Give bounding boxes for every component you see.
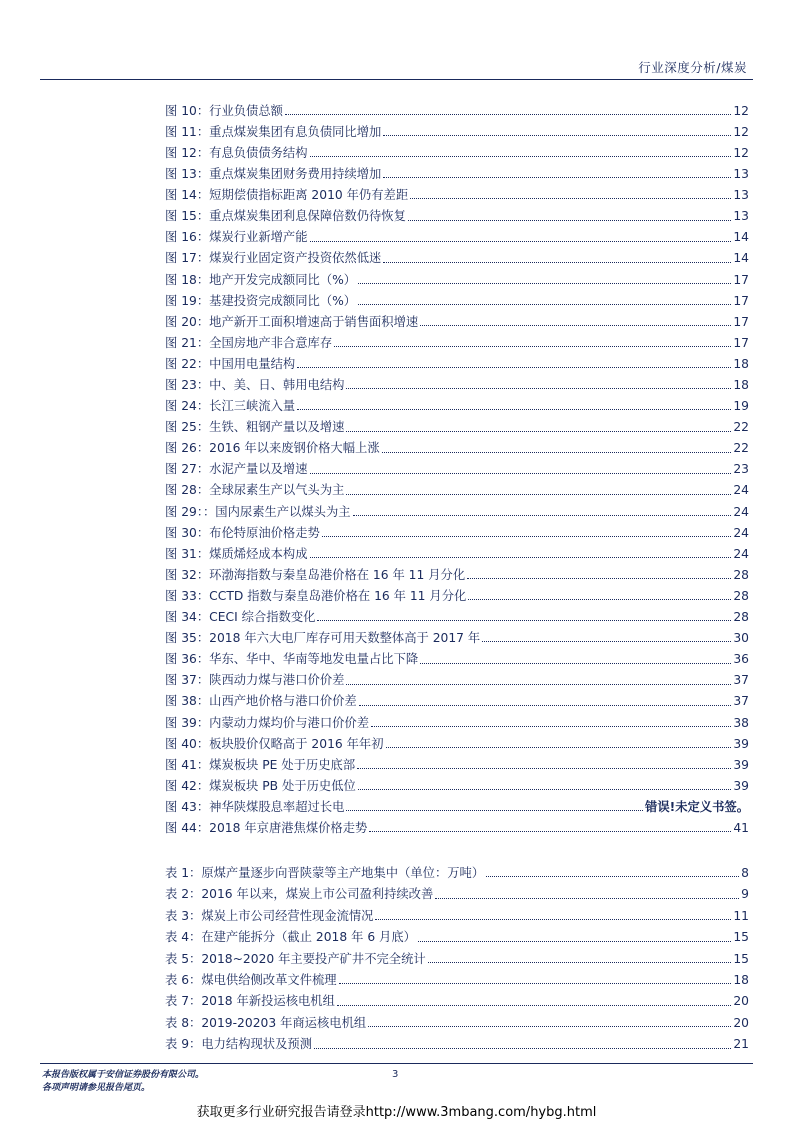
footer-divider <box>40 1063 753 1064</box>
disclaimer-notice: 各项声明请参见报告尾页。 <box>42 1083 151 1093</box>
toc-entry-label: 表 6：煤电供给侧改革文件梳理 <box>165 973 337 988</box>
table-toc-entry[interactable] <box>165 858 749 879</box>
toc-entry-label: 图 28：全球尿素生产以气头为主 <box>165 483 345 498</box>
toc-entry-page: 21 <box>733 1037 749 1052</box>
figure-toc-entry[interactable] <box>165 560 749 581</box>
toc-entry-page: 15 <box>733 951 749 966</box>
toc-entry-page: 28 <box>733 588 749 603</box>
toc-entry-label: 图 43：神华陕煤股息率超过长电 <box>165 799 345 814</box>
toc-dot-leader <box>322 536 732 537</box>
toc-entry-page: 22 <box>733 420 749 435</box>
table-toc-entry[interactable] <box>165 1029 749 1050</box>
toc-dot-leader <box>297 367 731 368</box>
toc-entry-label: 图 32：环渤海指数与秦皇岛港价格在 16 年 11 月分化 <box>165 567 466 582</box>
toc-entry-page: 8 <box>741 866 749 881</box>
toc-entry-page: 13 <box>733 167 749 182</box>
figure-toc-entry[interactable] <box>165 666 749 687</box>
page-number: 3 <box>392 1069 399 1080</box>
toc-dot-leader <box>418 941 731 942</box>
toc-dot-leader <box>382 452 732 453</box>
toc-entry-label: 表 1：原煤产量逐步向晋陕蒙等主产地集中（单位：万吨） <box>165 866 485 881</box>
toc-entry-page: 18 <box>733 973 749 988</box>
toc-dot-leader <box>337 1005 731 1006</box>
toc-entry-label: 表 3：煤炭上市公司经营性现金流情况 <box>165 908 374 923</box>
toc-dot-leader <box>353 515 732 516</box>
table-toc-entry[interactable] <box>165 879 749 900</box>
toc-entry-page: 22 <box>733 441 749 456</box>
table-toc-entry[interactable] <box>165 901 749 922</box>
toc-entry-page: 11 <box>733 908 749 923</box>
table-toc-entry[interactable] <box>165 944 749 965</box>
figure-toc-entry[interactable] <box>165 476 749 497</box>
toc-dot-leader <box>310 156 732 157</box>
toc-dot-leader <box>346 494 731 495</box>
toc-entry-page: 20 <box>733 994 749 1009</box>
toc-entry-label: 图 20：地产新开工面积增速高于销售面积增速 <box>165 314 419 329</box>
toc-dot-leader <box>346 684 731 685</box>
table-toc-entry[interactable] <box>165 922 749 943</box>
toc-entry-label: 图 17：煤炭行业固定资产投资依然低迷 <box>165 251 382 266</box>
toc-entry-label: 图 40：板块股价仅略高于 2016 年年初 <box>165 736 384 751</box>
toc-entry-page: 14 <box>733 230 749 245</box>
toc-dot-leader <box>310 241 732 242</box>
figure-toc-entry[interactable] <box>165 771 749 792</box>
toc-entry-page: 20 <box>733 1015 749 1030</box>
toc-entry-label: 图 39：内蒙动力煤均价与港口价价差 <box>165 715 370 730</box>
figure-toc-entry[interactable] <box>165 286 749 307</box>
toc-entry-page: 37 <box>733 694 749 709</box>
toc-entry-page: 28 <box>733 610 749 625</box>
toc-dot-leader <box>410 198 731 199</box>
toc-entry-label: 图 35：2018 年六大电厂库存可用天数整体高于 2017 年 <box>165 631 481 646</box>
table-toc-entry[interactable] <box>165 1008 749 1029</box>
figure-toc-entry[interactable] <box>165 307 749 328</box>
toc-entry-page: 30 <box>733 631 749 646</box>
toc-entry-page: 19 <box>733 399 749 414</box>
toc-entry-page: 39 <box>733 757 749 772</box>
toc-dot-leader <box>314 1048 731 1049</box>
figure-toc-entry[interactable] <box>165 328 749 349</box>
toc-entry-page: 17 <box>733 314 749 329</box>
toc-entry-page: 23 <box>733 462 749 477</box>
toc-entry-label: 图 24：长江三峡流入量 <box>165 399 296 414</box>
toc-dot-leader <box>310 557 732 558</box>
figure-toc-entry[interactable] <box>165 729 749 750</box>
toc-dot-leader <box>383 135 731 136</box>
toc-entry-label: 图 25：生铁、粗钢产量以及增速 <box>165 420 345 435</box>
toc-entry-label: 表 4：在建产能拆分（截止 2018 年 6 月底） <box>165 930 416 945</box>
figure-toc-entry[interactable] <box>165 455 749 476</box>
toc-entry-label: 图 16：煤炭行业新增产能 <box>165 230 308 245</box>
toc-entry-page: 39 <box>733 736 749 751</box>
toc-dot-leader <box>420 325 731 326</box>
toc-entry-label: 图 26：2016 年以来废钢价格大幅上涨 <box>165 441 380 456</box>
toc-dot-leader <box>346 810 643 811</box>
toc-dot-leader <box>285 114 731 115</box>
toc-dot-leader <box>420 663 731 664</box>
toc-entry-label: 表 7：2018 年新投运核电机组 <box>165 994 335 1009</box>
toc-dot-leader <box>467 578 731 579</box>
copyright-notice: 本报告版权属于安信证券股份有限公司。 <box>42 1070 205 1080</box>
toc-entry-label: 图 22：中国用电量结构 <box>165 356 296 371</box>
figure-toc-entry[interactable] <box>165 708 749 729</box>
toc-entry-label: 表 8：2019-20203 年商运核电机组 <box>165 1015 367 1030</box>
toc-entry-label: 图 15：重点煤炭集团利息保障倍数仍待恢复 <box>165 209 406 224</box>
toc-entry-label: 图 38：山西产地价格与港口价价差 <box>165 694 357 709</box>
toc-entry-page: 9 <box>741 887 749 902</box>
toc-entry-label: 图 36：华东、华中、华南等地发电量占比下降 <box>165 652 419 667</box>
figure-toc-entry[interactable] <box>165 412 749 433</box>
table-toc-entry[interactable] <box>165 965 749 986</box>
toc-entry-label: 图 42：煤炭板块 PB 处于历史低位 <box>165 778 356 793</box>
toc-dot-leader <box>468 599 731 600</box>
toc-entry-page: 39 <box>733 778 749 793</box>
figure-toc-entry[interactable] <box>165 813 749 834</box>
figure-toc-entry[interactable] <box>165 518 749 539</box>
figure-toc-entry[interactable] <box>165 201 749 222</box>
figure-toc-entry[interactable] <box>165 370 749 391</box>
toc-entry-page: 17 <box>733 335 749 350</box>
figure-toc-entry[interactable] <box>165 602 749 623</box>
toc-entry-page: 13 <box>733 188 749 203</box>
toc-entry-page: 37 <box>733 673 749 688</box>
figure-toc-entry[interactable] <box>165 180 749 201</box>
toc-entry-page: 17 <box>733 272 749 287</box>
promo-link-text[interactable]: 获取更多行业研究报告请登录http://www.3mbang.com/hybg.html <box>196 1105 597 1120</box>
toc-entry-page: 14 <box>733 251 749 266</box>
toc-dot-leader <box>371 726 731 727</box>
toc-dot-leader <box>358 283 731 284</box>
toc-entry-page: 12 <box>733 145 749 160</box>
figure-toc-entry[interactable] <box>165 117 749 138</box>
header-divider <box>40 79 753 80</box>
toc-entry-page: 24 <box>733 504 749 519</box>
figure-toc-entry[interactable] <box>165 391 749 412</box>
figure-toc-entry[interactable] <box>165 223 749 244</box>
toc-dot-leader <box>317 620 731 621</box>
figure-list <box>165 96 749 834</box>
toc-entry-label: 图 31：煤质烯烃成本构成 <box>165 546 308 561</box>
toc-dot-leader <box>408 220 731 221</box>
toc-entry-bookmark-error: 错误!未定义书签。 <box>645 799 749 814</box>
toc-entry-page: 28 <box>733 567 749 582</box>
toc-dot-leader <box>339 983 732 984</box>
toc-entry-page: 24 <box>733 525 749 540</box>
toc-dot-leader <box>482 641 731 642</box>
figure-toc-entry[interactable] <box>165 244 749 265</box>
toc-entry-page: 17 <box>733 293 749 308</box>
toc-entry-label: 图 34：CECI 综合指数变化 <box>165 610 316 625</box>
toc-entry-label: 表 9：电力结构现状及预测 <box>165 1037 312 1052</box>
figure-toc-entry[interactable] <box>165 497 749 518</box>
figure-toc-entry[interactable] <box>165 687 749 708</box>
figure-toc-entry[interactable] <box>165 623 749 644</box>
toc-dot-leader <box>358 789 732 790</box>
figure-toc-entry[interactable] <box>165 644 749 665</box>
toc-entry-label: 表 5：2018~2020 年主要投产矿井不完全统计 <box>165 951 426 966</box>
figure-toc-entry[interactable] <box>165 792 749 813</box>
toc-dot-leader <box>486 876 739 877</box>
toc-dot-leader <box>383 177 731 178</box>
toc-entry-page: 36 <box>733 652 749 667</box>
toc-dot-leader <box>435 898 739 899</box>
toc-entry-label: 图 14：短期偿债指标距离 2010 年仍有差距 <box>165 188 409 203</box>
toc-entry-label: 图 21：全国房地产非合意库存 <box>165 335 333 350</box>
figure-toc-entry[interactable] <box>165 581 749 602</box>
toc-dot-leader <box>383 262 731 263</box>
toc-dot-leader <box>386 747 732 748</box>
toc-dot-leader <box>359 705 732 706</box>
toc-entry-label: 图 12：有息负债债务结构 <box>165 145 308 160</box>
toc-dot-leader <box>428 962 732 963</box>
toc-dot-leader <box>297 409 731 410</box>
toc-entry-page: 18 <box>733 378 749 393</box>
figure-toc-entry[interactable] <box>165 750 749 771</box>
toc-dot-leader <box>368 1026 731 1027</box>
toc-dot-leader <box>369 831 731 832</box>
toc-entry-label: 图 18：地产开发完成额同比（%） <box>165 272 357 287</box>
report-category-header: 行业深度分析/煤炭 <box>638 60 747 75</box>
toc-entry-page: 15 <box>733 930 749 945</box>
figure-toc-entry[interactable] <box>165 138 749 159</box>
figure-toc-entry[interactable] <box>165 539 749 560</box>
toc-entry-page: 18 <box>733 356 749 371</box>
toc-entry-label: 图 13：重点煤炭集团财务费用持续增加 <box>165 167 382 182</box>
toc-entry-label: 图 41：煤炭板块 PE 处于历史底部 <box>165 757 356 772</box>
toc-entry-page: 12 <box>733 103 749 118</box>
figure-toc-entry[interactable] <box>165 96 749 117</box>
table-toc-entry[interactable] <box>165 986 749 1007</box>
toc-entry-label: 图 10：行业负债总额 <box>165 103 283 118</box>
toc-dot-leader <box>358 304 731 305</box>
toc-entry-page: 24 <box>733 546 749 561</box>
toc-entry-label: 图 23：中、美、日、韩用电结构 <box>165 378 345 393</box>
toc-dot-leader <box>357 768 731 769</box>
toc-entry-label: 图 37：陕西动力煤与港口价价差 <box>165 673 345 688</box>
toc-dot-leader <box>375 919 731 920</box>
toc-entry-label: 图 11：重点煤炭集团有息负债同比增加 <box>165 124 382 139</box>
toc-entry-page: 13 <box>733 209 749 224</box>
toc-dot-leader <box>346 388 731 389</box>
toc-entry-label: 图 19：基建投资完成额同比（%） <box>165 293 357 308</box>
figure-toc-entry[interactable] <box>165 159 749 180</box>
toc-dot-leader <box>310 473 732 474</box>
footer-notice <box>42 1069 204 1095</box>
toc-entry-label: 图 30：布伦特原油价格走势 <box>165 525 320 540</box>
toc-entry-page: 41 <box>733 820 749 835</box>
toc-entry-page: 12 <box>733 124 749 139</box>
toc-entry-label: 图 27：水泥产量以及增速 <box>165 462 308 477</box>
figure-toc-entry[interactable] <box>165 434 749 455</box>
toc-entry-page: 24 <box>733 483 749 498</box>
toc-dot-leader <box>346 431 731 432</box>
toc-entry-label: 图 44：2018 年京唐港焦煤价格走势 <box>165 820 368 835</box>
table-list <box>165 858 749 1051</box>
toc-entry-label: 图 29：：国内尿素生产以煤头为主 <box>165 504 351 519</box>
figure-toc-entry[interactable] <box>165 265 749 286</box>
toc-entry-page: 38 <box>733 715 749 730</box>
toc-entry-label: 表 2：2016 年以来，煤炭上市公司盈利持续改善 <box>165 887 434 902</box>
toc-dot-leader <box>334 346 731 347</box>
figure-toc-entry[interactable] <box>165 349 749 370</box>
toc-entry-label: 图 33：CCTD 指数与秦皇岛港价格在 16 年 11 月分化 <box>165 588 467 603</box>
